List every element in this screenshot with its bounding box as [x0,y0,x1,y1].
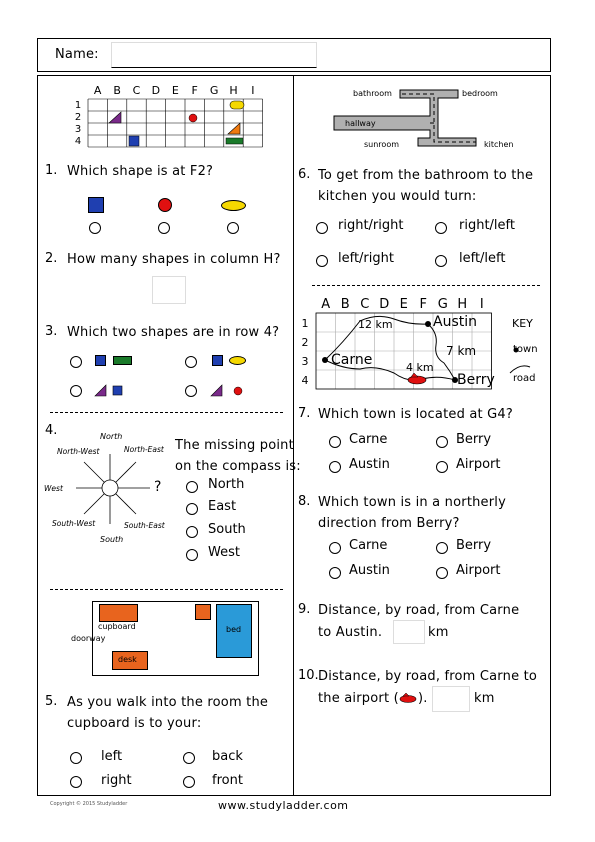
q5-line1: As you walk into the room the [67,695,269,710]
cupboard-rect [99,604,138,622]
q7-radio-berry[interactable] [436,436,448,448]
q5-radio-back[interactable] [183,752,195,764]
grid-col-G: G [209,84,219,97]
yellow-oval-option [221,200,246,211]
bedroom-label: bedroom [462,89,498,98]
q4-number: 4. [45,423,58,438]
q6-option-2: right/left [459,218,515,233]
q4-option-south: South [208,522,246,537]
q6-radio-4[interactable] [435,255,447,267]
q1-radio-3[interactable] [227,222,239,234]
section-divider-2 [50,589,283,590]
bed-label: bed [226,625,242,634]
grid-col-H: H [229,84,238,97]
q9-unit: km [428,625,449,640]
cupboard-label: cupboard [98,622,136,631]
map-col-B: B [340,297,350,312]
q3-opt4-shapes [210,382,250,398]
q7-text: Which town is located at G4? [318,407,513,422]
q4-radio-east[interactable] [186,503,198,515]
q8-option-carne: Carne [349,538,388,553]
small-orange-rect [195,604,211,620]
town-map [298,293,546,393]
town-austin: Austin [433,314,477,330]
footer-site[interactable]: www.studyladder.com [218,799,349,812]
kitchen-label: kitchen [484,140,514,149]
q3-text: Which two shapes are in row 4? [67,325,280,340]
q8-number: 8. [298,494,311,509]
key-road-line [510,366,530,373]
map-col-D: D [379,297,390,312]
distance-12km: 12 km [358,318,393,331]
q8-option-berry: Berry [456,538,492,553]
q3-radio-3[interactable] [70,385,82,397]
q8-radio-austin[interactable] [329,567,341,579]
map-col-I: I [479,297,484,312]
grid-row-2: 2 [74,112,82,123]
q3-opt4-red-circle [234,387,242,395]
red-circle-option [158,198,172,212]
q8-line1: Which town is in a northerly [318,495,506,510]
compass-center [102,480,118,496]
compass-north-west: North-West [57,447,100,456]
key-road: road [513,373,536,384]
compass-south-east: South-East [124,521,165,530]
q7-option-austin: Austin [349,457,390,472]
q10-line2b: ). [418,691,428,706]
grid-col-C: C [132,84,141,97]
q7-radio-carne[interactable] [329,436,341,448]
q1-radio-2[interactable] [158,222,170,234]
name-input[interactable] [111,42,317,68]
q8-radio-carne[interactable] [329,542,341,554]
q3-radio-4[interactable] [185,385,197,397]
red-circle-f2 [189,114,197,122]
distance-4km: 4 km [406,361,434,374]
q1-text: Which shape is at F2? [67,164,214,179]
q8-option-austin: Austin [349,563,390,578]
q1-radio-1[interactable] [89,222,101,234]
q3-opt4-purple-triangle [211,385,222,396]
q4-option-west: West [208,545,240,560]
airport-icon [408,373,426,384]
blue-square-option [88,197,104,213]
map-col-F: F [419,297,427,312]
q8-radio-berry[interactable] [436,542,448,554]
q7-option-carne: Carne [349,432,388,447]
q2-number: 2. [45,251,58,266]
q10-answer-input[interactable] [432,686,470,712]
shape-grid [68,82,268,152]
q4-radio-south[interactable] [186,526,198,538]
map-col-C: C [360,297,370,312]
q3-number: 3. [45,324,58,339]
q5-option-front: front [212,773,243,788]
section-divider-3 [312,285,540,286]
q6-option-3: left/right [338,251,394,266]
compass-north: North [100,432,123,441]
q7-number: 7. [298,406,311,421]
q3-opt3-purple-triangle [95,385,106,396]
q3-opt2-blue-square [212,355,223,366]
q5-option-back: back [212,749,243,764]
q2-text: How many shapes in column H? [67,252,281,267]
q6-radio-1[interactable] [316,222,328,234]
q10-line1: Distance, by road, from Carne to [318,669,538,684]
grid-col-F: F [191,84,198,97]
q3-opt3-shapes [94,382,134,398]
q4-option-east: East [208,499,237,514]
grid-col-A: A [93,84,102,97]
grid-row-1: 1 [74,100,82,111]
map-col-H: H [457,297,468,312]
q3-opt1-blue-square [95,355,106,366]
q5-option-right: right [101,773,132,788]
q8-radio-airport[interactable] [436,567,448,579]
q8-option-airport: Airport [456,563,501,578]
town-carne: Carne [331,352,373,368]
name-label: Name: [55,47,99,62]
compass-missing: ? [154,479,162,495]
q9-line2: to Austin. [318,625,383,640]
q4-option-north: North [208,477,245,492]
q2-answer-input[interactable] [152,276,186,304]
q7-radio-austin[interactable] [329,461,341,473]
town-berry: Berry [457,372,495,388]
map-col-E: E [399,297,408,312]
q4-radio-west[interactable] [186,549,198,561]
map-row-2: 2 [301,336,309,349]
section-divider [50,412,283,413]
orange-triangle-h3 [228,123,240,134]
q4-radio-north[interactable] [186,481,198,493]
q10-number: 10. [298,668,319,683]
bathroom-label: bathroom [353,89,392,98]
q8-line2: direction from Berry? [318,516,460,531]
q5-number: 5. [45,694,58,709]
sunroom-label: sunroom [364,140,400,149]
map-col-G: G [437,297,448,312]
blue-square-c4 [129,136,139,146]
doorway-label: doorway [71,634,106,643]
grid-row-3: 3 [74,124,82,135]
q6-number: 6. [298,167,311,182]
grid-col-D: D [151,84,161,97]
compass-north-east: North-East [124,445,164,454]
austin-dot [425,321,431,327]
map-row-4: 4 [301,374,309,387]
grid-row-4: 4 [74,136,82,147]
desk-label: desk [118,655,137,664]
q3-radio-1[interactable] [70,356,82,368]
q6-radio-2[interactable] [435,222,447,234]
q4-text-line2: on the compass is: [175,459,301,474]
grid-col-I: I [251,84,255,97]
q4-text-line1: The missing point [175,438,294,453]
grid-col-B: B [113,84,121,97]
purple-triangle-b2 [109,112,121,123]
q5-option-left: left [101,749,123,764]
q5-radio-right[interactable] [70,776,82,788]
key-title: KEY [512,317,533,330]
grid-col-E: E [171,84,179,97]
q10-airport-icon [398,692,418,704]
q10-line2a: the airport ( [318,691,399,706]
green-rect-h4 [226,138,243,144]
q7-option-berry: Berry [456,432,492,447]
q10-unit: km [474,691,495,706]
distance-7km: 7 km [446,344,477,358]
compass-west: West [44,484,63,493]
q9-line1: Distance, by road, from Carne [318,603,520,618]
q6-option-1: right/right [338,218,404,233]
q5-line2: cupboard is to your: [67,716,202,731]
hallway-label: hallway [345,119,376,128]
copyright: Copyright © 2015 Studyladder [50,801,128,807]
yellow-oval-h1 [230,101,244,109]
q7-radio-airport[interactable] [436,461,448,473]
q6-line2: kitchen you would turn: [318,189,477,204]
q6-radio-3[interactable] [316,255,328,267]
compass-south: South [100,535,124,544]
q3-opt2-yellow-oval [229,356,246,365]
key-town: town [513,344,538,355]
q5-radio-front[interactable] [183,776,195,788]
carne-dot [322,357,328,363]
q3-opt3-blue-square [113,386,122,395]
q7-option-airport: Airport [456,457,501,472]
q1-number: 1. [45,163,58,178]
q9-number: 9. [298,602,311,617]
map-col-A: A [321,297,331,312]
q9-answer-input[interactable] [393,620,425,644]
q6-option-4: left/left [459,251,506,266]
q5-radio-left[interactable] [70,752,82,764]
map-row-1: 1 [301,317,309,330]
q3-opt1-green-rect [113,356,132,365]
q6-line1: To get from the bathroom to the [318,168,534,183]
compass-south-west: South-West [52,519,96,528]
map-row-3: 3 [301,355,309,368]
q3-radio-2[interactable] [185,356,197,368]
